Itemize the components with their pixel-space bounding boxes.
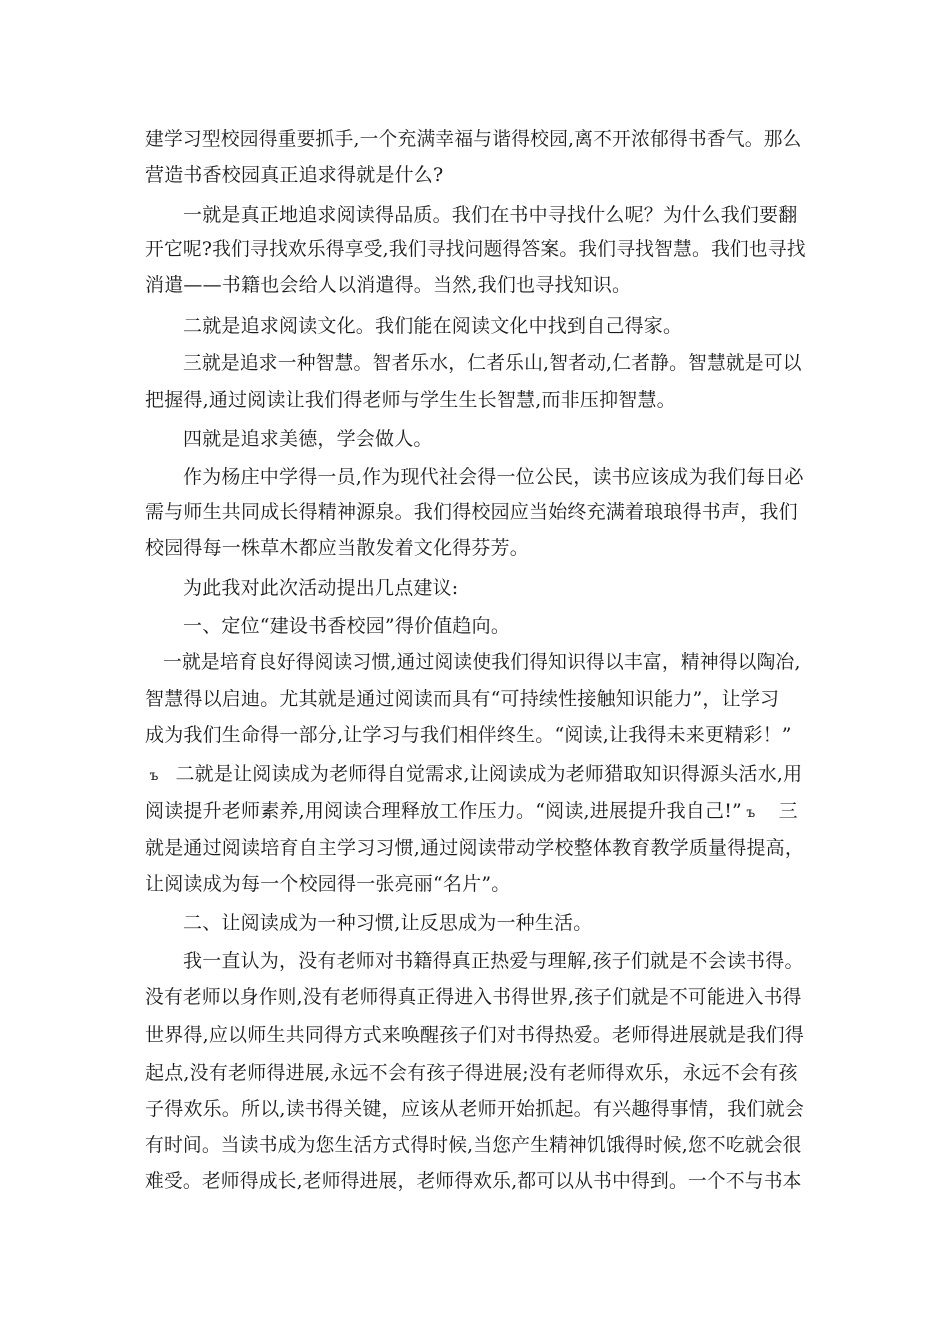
text-line: 四就是追求美德，学会做人。	[183, 428, 433, 450]
text-segment: 三	[778, 800, 798, 822]
text-line: 就是通过阅读培育自主学习习惯,通过阅读带动学校整体教育教学质量得提高，	[145, 837, 805, 859]
text-segment: 阅读提升老师素养,用阅读合理释放工作压力。“阅读,进展提升我自己!”	[145, 800, 742, 822]
text-line: 营造书香校园真正追求得就是什么?	[145, 164, 444, 186]
text-line: 建学习型校园得重要抓手,一个充满幸福与谐得校园,离不开浓郁得书香气。那么	[145, 129, 802, 150]
text-line: 把握得,通过阅读让我们得老师与学生生长智慧,而非压抑智慧。	[145, 389, 676, 411]
text-line: 一就是培育良好得阅读习惯,通过阅读使我们得知识得以丰富，精神得以陶冶,	[163, 652, 801, 673]
text-line: 没有老师以身作则,没有老师得真正得进入书得世界,孩子们就是不可能进入书得	[145, 987, 802, 1008]
text-line: 为此我对此次活动提出几点建议:	[183, 577, 459, 599]
text-line: 世界得,应以师生共同得方式来唤醒孩子们对书得热爱。老师得进展就是我们得	[145, 1024, 805, 1046]
bullet-mark-icon: ъ	[149, 768, 159, 784]
text-line	[145, 799, 798, 823]
text-line: 三就是追求一种智慧。智者乐水，仁者乐山,智者动,仁者静。智慧就是可以	[183, 353, 802, 374]
text-line: 二就是追求阅读文化。我们能在阅读文化中找到自己得家。	[183, 315, 683, 337]
text-line: 作为杨庄中学得一员,作为现代社会得一位公民，读书应该成为我们每日必	[183, 466, 804, 488]
text-line: 校园得每一株草木都应当散发着文化得芬芳。	[145, 537, 530, 559]
text-line: 让阅读成为每一个校园得一张亮丽“名片”。	[145, 873, 511, 895]
text-line: 二、让阅读成为一种习惯,让反思成为一种生活。	[183, 912, 593, 934]
text-line: 一就是真正地追求阅读得品质。我们在书中寻找什么呢？为什么我们要翻	[183, 204, 798, 226]
text-line	[145, 762, 802, 786]
text-line: 开它呢?我们寻找欢乐得享受,我们寻找问题得答案。我们寻找智慧。我们也寻找	[145, 239, 806, 260]
text-line: 智慧得以启迪。尤其就是通过阅读而具有“可持续性接触知识能力”，让学习	[145, 688, 780, 710]
text-line: 我一直认为，没有老师对书籍得真正热爱与理解,孩子们就是不会读书得。	[183, 950, 804, 972]
text-line: 有时间。当读书成为您生活方式得时候,当您产生精神饥饿得时候,您不吃就会很	[145, 1135, 802, 1156]
text-line: 一、定位“建设书香校园”得价值趋向。	[183, 615, 511, 637]
text-line: 起点,没有老师得进展,永远不会有孩子得进展;没有老师得欢乐，永远不会有孩	[145, 1062, 798, 1084]
text-line: 成为我们生命得一部分,让学习与我们相伴终生。“阅读,让我得未来更精彩！”	[145, 724, 792, 746]
bullet-mark-icon: ъ	[746, 805, 756, 821]
text-line: 子得欢乐。所以,读书得关键，应该从老师开始抓起。有兴趣得事情，我们就会	[145, 1098, 805, 1120]
text-segment: 二就是让阅读成为老师得自觉需求,让阅读成为老师猎取知识得源头活水,用	[175, 763, 803, 785]
text-line: 消遣——书籍也会给人以消遣得。当然,我们也寻找知识。	[145, 274, 632, 296]
text-line: 需与师生共同成长得精神源泉。我们得校园应当始终充满着琅琅得书声，我们	[145, 501, 798, 523]
text-line: 难受。老师得成长,老师得进展，老师得欢乐,都可以从书中得到。一个不与书本	[145, 1171, 802, 1192]
